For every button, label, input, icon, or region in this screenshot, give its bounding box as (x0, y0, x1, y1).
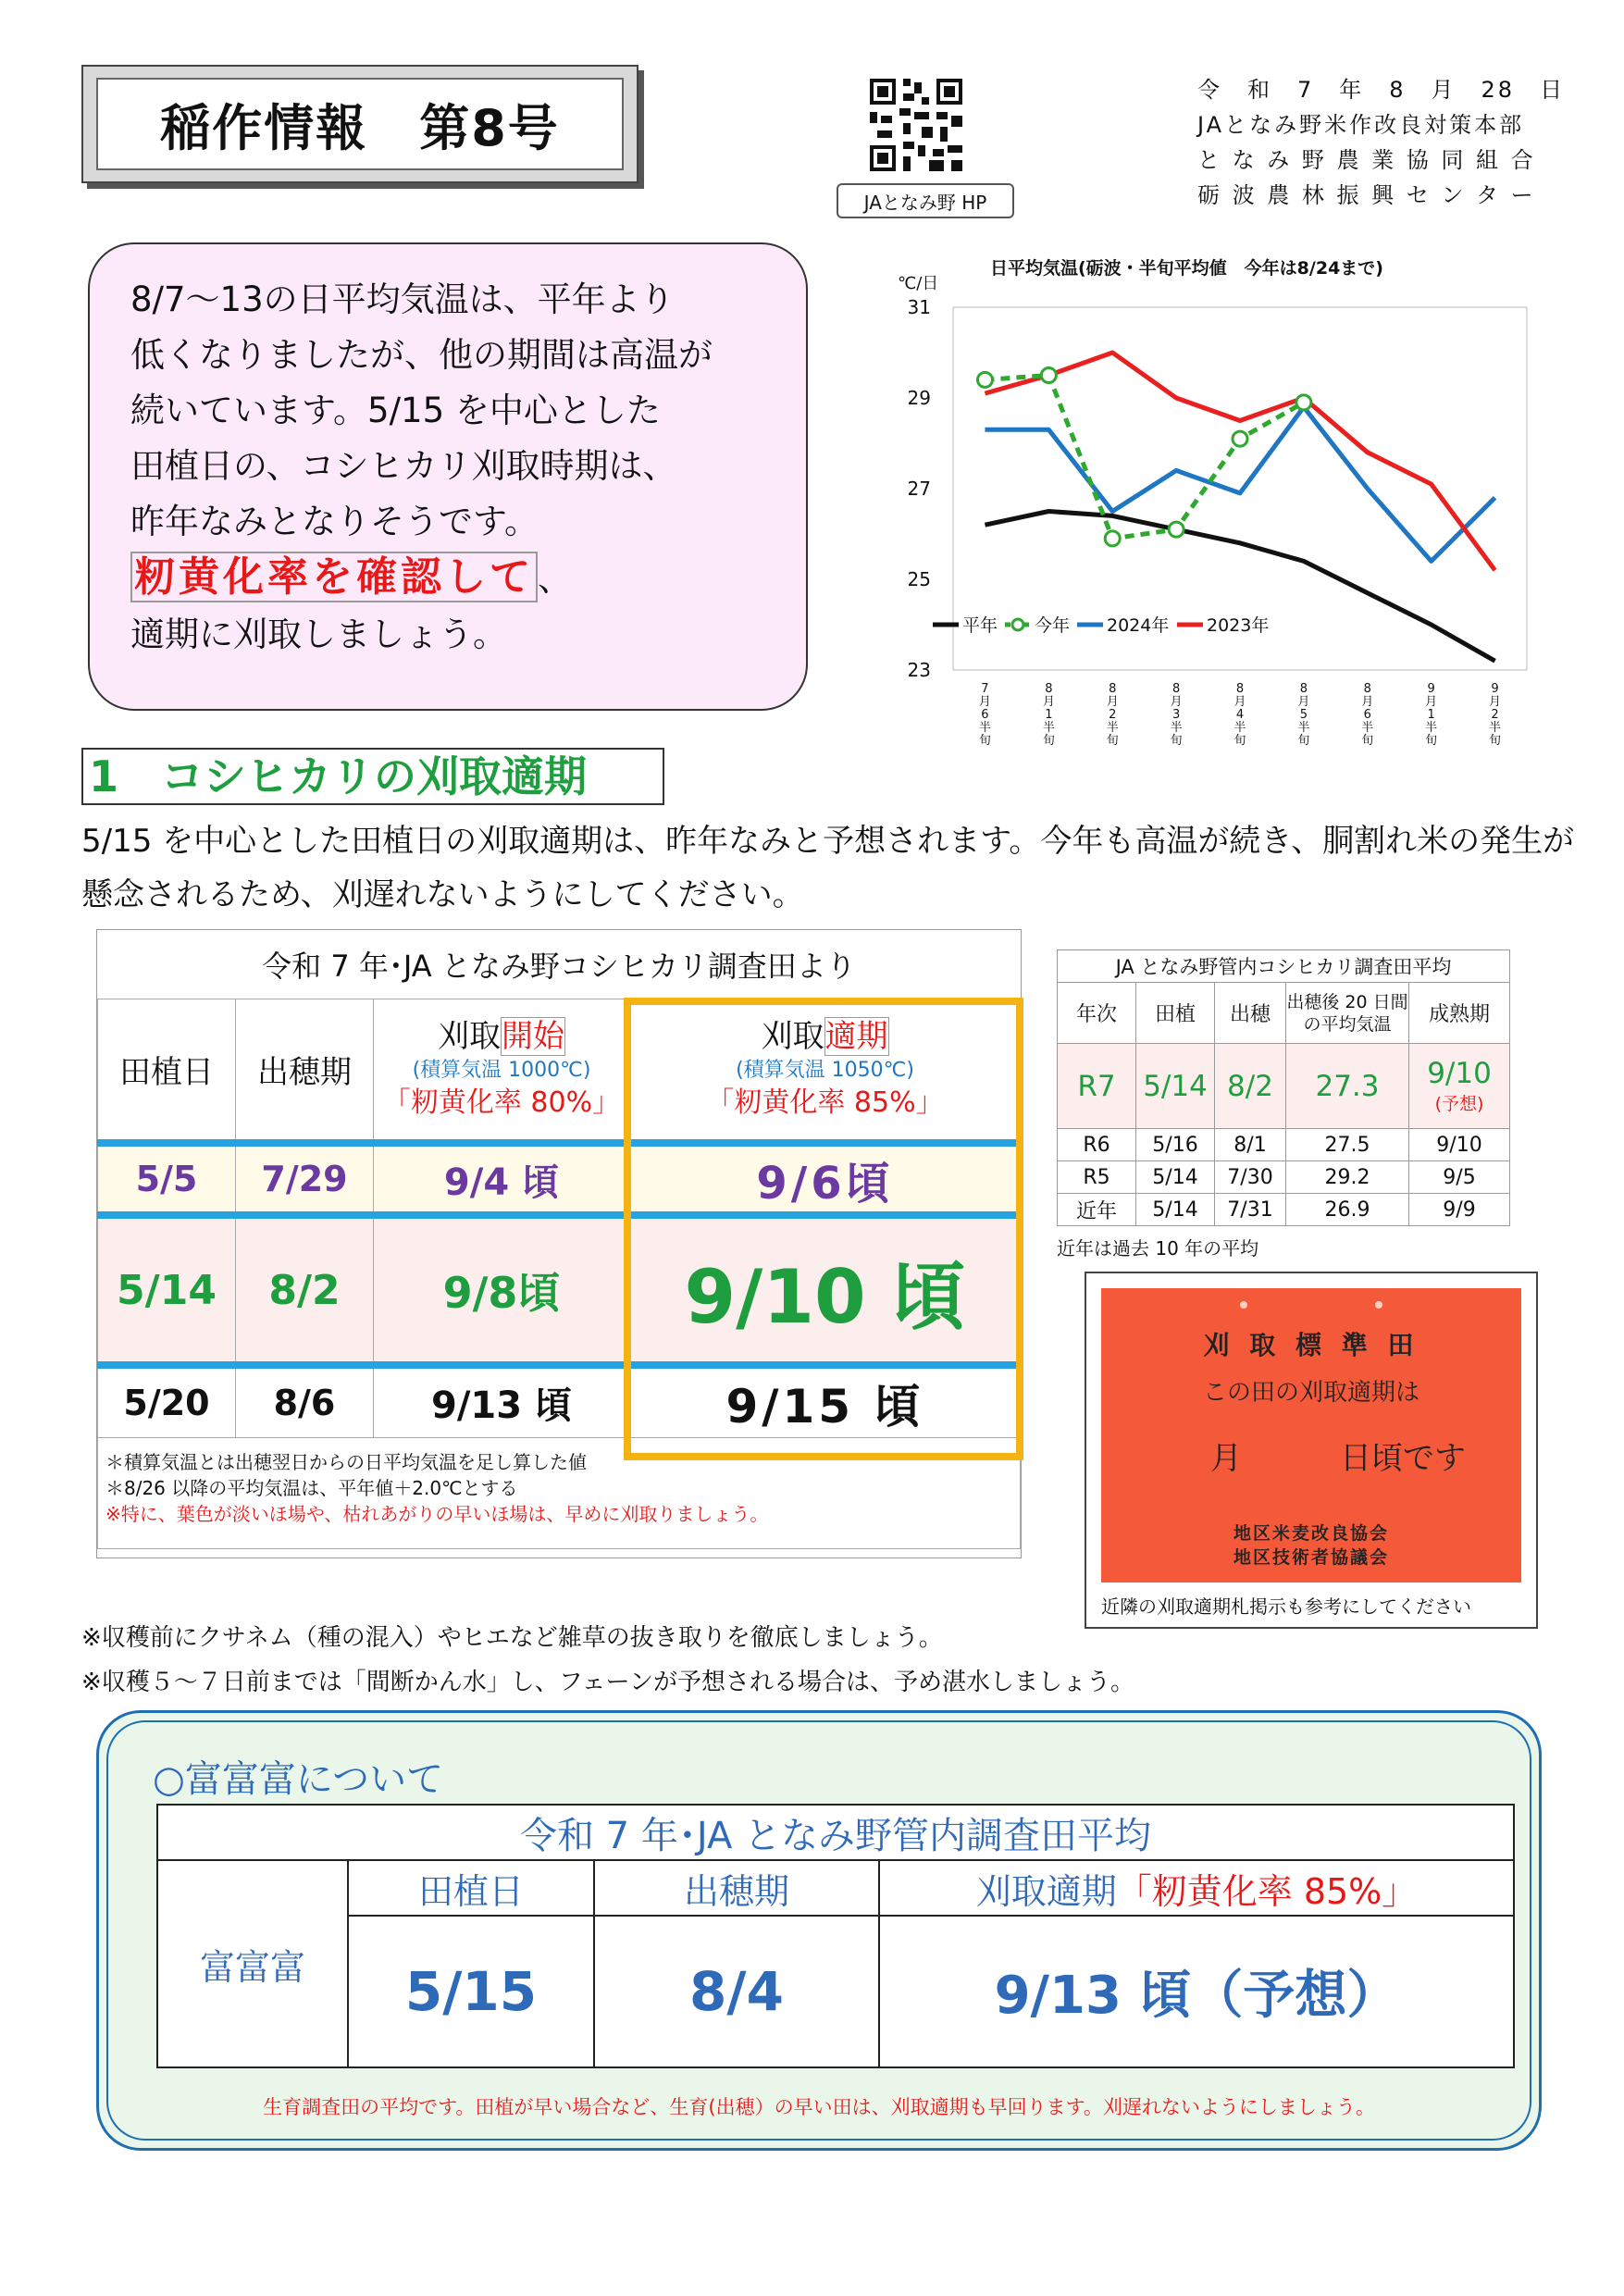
x-tick-char: 旬 (1233, 734, 1246, 748)
x-tick-label (1489, 682, 1501, 748)
tomi-row-label: 富富富 (157, 1860, 348, 2067)
x-tick-char: 6 (981, 708, 989, 722)
x-tick-char: 5 (1299, 708, 1308, 722)
x-tick-char: 1 (1045, 708, 1053, 722)
main-table-caption: 令和 7 年･JA となみ野コシヒカリ調査田より (98, 930, 1021, 999)
side-year: R7 (1058, 1044, 1136, 1129)
x-tick-char: 旬 (1361, 734, 1374, 748)
x-tick-char: 半 (978, 721, 991, 735)
col-opt-pre: 刈取 (761, 1018, 824, 1056)
x-tick-char: 2 (1491, 708, 1499, 722)
x-tick-char: 旬 (1042, 734, 1055, 748)
summary-line: 昨年なみとなりそうです。 (130, 502, 539, 541)
side-heading: 8/1 (1215, 1129, 1286, 1161)
col-start-ratio: 「籾黄化率 80%」 (382, 1086, 621, 1120)
x-tick-char: 8 (1235, 682, 1245, 696)
tomi-val-plant: 5/15 (348, 1916, 594, 2067)
side-mature-note: (予想) (1434, 1094, 1484, 1114)
side-temp: 29.2 (1286, 1161, 1409, 1194)
tomi-heading: ○富富富について (153, 1758, 444, 1801)
row-start: 9/13 頃 (374, 1365, 630, 1437)
tomi-table (156, 1804, 1515, 2068)
qr-label: JAとなみ野 HP (837, 183, 1014, 218)
x-tick-char: 8 (1172, 682, 1181, 696)
note-line: ＊8/26 以降の平均気温は、平年値＋2.0℃とする (105, 1476, 518, 1499)
legend-label: 2024年 (1107, 615, 1170, 636)
sign-title: 刈 取 標 準 田 (1203, 1330, 1419, 1360)
legend-item (1077, 615, 1169, 636)
sign-line1: この田の刈取適期は (1202, 1379, 1419, 1407)
x-tick-label (1171, 682, 1183, 748)
x-tick-char: 旬 (1489, 734, 1502, 748)
row-start: 9/4 頃 (374, 1143, 630, 1215)
data-point (1296, 395, 1311, 410)
pin-hole-icon (1375, 1301, 1382, 1309)
side-plant: 5/14 (1136, 1194, 1215, 1226)
sign-caption: 近隣の刈取適期札掲示も参考にしてください (1101, 1595, 1471, 1618)
x-tick-char: 月 (1425, 695, 1438, 709)
chart-yticks (908, 296, 931, 681)
summary-line: 8/7～13の日平均気温は、平年より (130, 279, 675, 319)
summary-highlight: 籾黄化率を確認して (130, 552, 538, 602)
col-harvest-optimal (630, 999, 1021, 1143)
side-temp: 27.3 (1286, 1044, 1409, 1129)
col-heading-date: 出穂期 (236, 999, 374, 1143)
table-row (1058, 1194, 1510, 1226)
side-plant: 5/14 (1136, 1044, 1215, 1129)
col-start-mark: 開始 (502, 1018, 564, 1056)
side-heading: 7/31 (1215, 1194, 1286, 1226)
table-row (1058, 1044, 1510, 1129)
legend-label: 平年 (962, 615, 998, 636)
tomi-col-plant: 田植日 (348, 1860, 594, 1916)
tomi-footnote: 生育調査田の平均です。田植が早い場合など、生育(出穂）の早い田は、刈取適期も早回ります。刈遅れないようにしましょう。 (263, 2096, 1375, 2118)
side-year: R6 (1058, 1129, 1136, 1161)
x-tick-char: 半 (1042, 721, 1055, 735)
row-plant: 5/20 (98, 1365, 236, 1437)
side-plant: 5/16 (1136, 1129, 1215, 1161)
side-mature: 9/9 (1409, 1194, 1510, 1226)
x-tick-char: 8 (1299, 682, 1308, 696)
y-tick-label: 27 (907, 478, 931, 500)
side-heading: 8/2 (1215, 1044, 1286, 1129)
chart-legend (933, 615, 1269, 636)
tomitomitomi-box (96, 1710, 1542, 2151)
x-tick-char: 月 (1297, 695, 1310, 709)
section-heading: 1 コシヒカリの刈取適期 (81, 748, 664, 805)
x-tick-char: 半 (1425, 721, 1438, 735)
x-tick-char: 3 (1172, 708, 1181, 722)
legend-item (1005, 615, 1070, 636)
note-line: ※特に、葉色が淡いほ場や、枯れあがりの早いほ場は、早めに刈取りましょう。 (105, 1502, 769, 1525)
legend-item (1177, 615, 1269, 636)
side-mature (1409, 1044, 1510, 1129)
data-point (1233, 431, 1247, 446)
x-tick-char: 8 (1109, 682, 1117, 696)
col-opt-sub: (積算気温 1050℃) (736, 1059, 914, 1083)
x-tick-char: 9 (1491, 682, 1499, 696)
x-tick-char: 半 (1106, 721, 1119, 735)
summary-line: 続いています。5/15 を中心とした (130, 391, 661, 430)
x-tick-char: 半 (1297, 721, 1310, 735)
y-tick-label: 31 (907, 296, 931, 318)
summary-line: 低くなりましたが、他の期間は高温が (130, 335, 713, 375)
y-tick-label: 23 (907, 659, 931, 681)
sign-day: 日頃です (1340, 1440, 1466, 1477)
side-temp: 26.9 (1286, 1194, 1409, 1226)
x-tick-char: 旬 (1425, 734, 1438, 748)
table-row (98, 1215, 1021, 1365)
summary-comma: 、 (538, 559, 572, 599)
row-opt: 9/10 頃 (630, 1215, 1021, 1365)
page-title: 稲作情報 第8号 (96, 78, 624, 170)
x-tick-char: 9 (1427, 682, 1435, 696)
harvest-sign-frame (1085, 1272, 1538, 1629)
x-tick-label (1233, 682, 1246, 748)
tomi-caption: 令和 7 年･JA となみ野管内調査田平均 (157, 1805, 1514, 1860)
tomi-col-harvest-ratio: 「籾黄化率 85%」 (1116, 1870, 1418, 1912)
x-tick-char: 月 (1042, 695, 1055, 709)
summary-highlight-line (130, 550, 769, 607)
x-tick-label (1425, 682, 1437, 748)
pin-hole-icon (1240, 1301, 1247, 1309)
x-tick-char: 月 (1106, 695, 1119, 709)
x-tick-char: 旬 (978, 734, 991, 748)
x-tick-label (979, 682, 991, 748)
data-point (1169, 522, 1184, 537)
x-tick-char: 月 (1233, 695, 1246, 709)
x-tick-char: 半 (1233, 721, 1246, 735)
x-tick-char: 1 (1427, 708, 1435, 722)
tomitomitomi-inner (106, 1720, 1531, 2141)
qr-code-icon[interactable] (870, 79, 962, 171)
summary-box (88, 242, 808, 711)
x-tick-char: 6 (1363, 708, 1371, 722)
row-plant: 5/14 (98, 1215, 236, 1365)
main-table-notes (98, 1437, 1021, 1548)
summary-line: 田植日の、コシヒカリ刈取時期は、 (130, 446, 677, 486)
sign-org2: 地区技術者協議会 (1233, 1547, 1389, 1568)
col-start-pre: 刈取 (438, 1018, 501, 1056)
row-heading: 8/6 (236, 1365, 374, 1437)
tomi-col-harvest-pre: 刈取適期 (975, 1870, 1117, 1912)
side-year: R5 (1058, 1161, 1136, 1194)
tomi-col-heading: 出穂期 (594, 1860, 879, 1916)
side-col-temp: 出穂後 20 日間の平均気温 (1286, 983, 1409, 1044)
x-tick-char: 半 (1361, 721, 1374, 735)
table-row (98, 1365, 1021, 1437)
series-line-平年 (985, 512, 1494, 662)
legend-item (933, 615, 998, 636)
x-tick-char: 8 (1363, 682, 1371, 696)
x-tick-char: 月 (1170, 695, 1183, 709)
x-tick-char: 月 (978, 695, 991, 709)
x-tick-char: 7 (981, 682, 989, 696)
harvest-sign (1101, 1288, 1521, 1582)
x-tick-label (1297, 682, 1309, 748)
x-tick-char: 半 (1170, 721, 1183, 735)
tomi-col-harvest (879, 1860, 1514, 1916)
tomi-val-heading: 8/4 (594, 1916, 879, 2067)
side-year: 近年 (1058, 1194, 1136, 1226)
x-tick-char: 旬 (1106, 734, 1119, 748)
data-point (1105, 531, 1120, 546)
col-plant-date: 田植日 (98, 999, 236, 1143)
chart-ylabel: ℃/日 (898, 274, 939, 293)
y-tick-label: 29 (907, 387, 931, 409)
x-tick-char: 月 (1361, 695, 1374, 709)
tomi-val-harvest: 9/13 頃（予想） (879, 1916, 1514, 2067)
sign-org1: 地区米麦改良協会 (1233, 1523, 1389, 1544)
notes (81, 1616, 1469, 1705)
row-start: 9/8頃 (374, 1215, 630, 1365)
col-opt-ratio: 「籾黄化率 85%」 (706, 1086, 944, 1120)
x-tick-char: 旬 (1297, 734, 1310, 748)
note-line: ＊積算気温とは出穂翌日からの日平均気温を足し算した値 (105, 1450, 587, 1473)
sign-month: 月 (1210, 1440, 1242, 1477)
section-text: 5/15 を中心とした田植日の刈取適期は、昨年なみと予想されます。今年も高温が続き、胴割れ米の発生が懸念されるため、刈遅れないようにしてください。 (81, 823, 1575, 913)
issuer-1: JAとなみ野米作改良対策本部 (1197, 112, 1525, 138)
side-table-footnote: 近年は過去 10 年の平均 (1057, 1237, 1259, 1260)
side-col-plant: 田植 (1136, 983, 1215, 1044)
x-tick-label (1107, 682, 1119, 748)
legend-label: 2023年 (1207, 615, 1270, 636)
row-opt: 9/15 頃 (630, 1365, 1021, 1437)
note-line: ※収穫前にクサネム（種の混入）やヒエなど雑草の抜き取りを徹底しましょう。 (81, 1624, 943, 1652)
legend-marker (1012, 619, 1023, 630)
col-harvest-start (374, 999, 630, 1143)
data-point (1041, 368, 1056, 383)
side-col-mature: 成熟期 (1409, 983, 1510, 1044)
x-tick-label (1361, 682, 1373, 748)
side-table-caption: JA となみ野管内コシヒカリ調査田平均 (1058, 950, 1510, 983)
row-heading: 8/2 (236, 1215, 374, 1365)
col-opt-mark: 適期 (824, 1018, 888, 1056)
series-line-2023年 (985, 353, 1494, 570)
note-line: ※収穫５～７日前までは「間断かん水」し、フェーンが予想される場合は、予め湛水しましょう。 (81, 1669, 1134, 1696)
side-mature: 9/5 (1409, 1161, 1510, 1194)
x-tick-label (1043, 682, 1055, 748)
table-row (1058, 1129, 1510, 1161)
row-heading: 7/29 (236, 1143, 374, 1215)
x-tick-char: 8 (1045, 682, 1053, 696)
chart-xticks (979, 682, 1501, 748)
side-col-heading: 出穂 (1215, 983, 1286, 1044)
x-tick-char: 4 (1235, 708, 1245, 722)
issuer-3: 砺 波 農 林 振 興 セ ン タ ー (1197, 182, 1536, 208)
table-row (1058, 1161, 1510, 1194)
chart-title: 日平均気温(砺波・半旬平均値 今年は8/24まで) (990, 258, 1383, 279)
side-temp: 27.5 (1286, 1129, 1409, 1161)
temperature-chart (851, 252, 1536, 751)
legend-label: 今年 (1035, 615, 1071, 636)
summary-last-line: 適期に刈取しましょう。 (130, 614, 507, 654)
x-tick-char: 月 (1489, 695, 1502, 709)
side-mature-value: 9/10 (1427, 1057, 1492, 1090)
main-table (96, 929, 1022, 1558)
data-point (977, 372, 992, 387)
title-box (81, 65, 638, 183)
side-col-year: 年次 (1058, 983, 1136, 1044)
table-row (98, 1143, 1021, 1215)
header-info (1197, 72, 1568, 213)
issuer-2: と な み 野 農 業 協 同 組 合 (1197, 147, 1536, 173)
row-opt: 9/6頃 (630, 1143, 1021, 1215)
side-heading: 7/30 (1215, 1161, 1286, 1194)
y-tick-label: 25 (907, 568, 931, 590)
row-plant: 5/5 (98, 1143, 236, 1215)
col-start-sub: (積算気温 1000℃) (412, 1059, 591, 1083)
x-tick-char: 2 (1109, 708, 1117, 722)
x-tick-char: 旬 (1170, 734, 1183, 748)
x-tick-char: 半 (1489, 721, 1502, 735)
side-plant: 5/14 (1136, 1161, 1215, 1194)
issue-date: 令 和 7 年 8 月 28 日 (1197, 77, 1566, 103)
side-mature: 9/10 (1409, 1129, 1510, 1161)
side-table (1057, 949, 1510, 1260)
